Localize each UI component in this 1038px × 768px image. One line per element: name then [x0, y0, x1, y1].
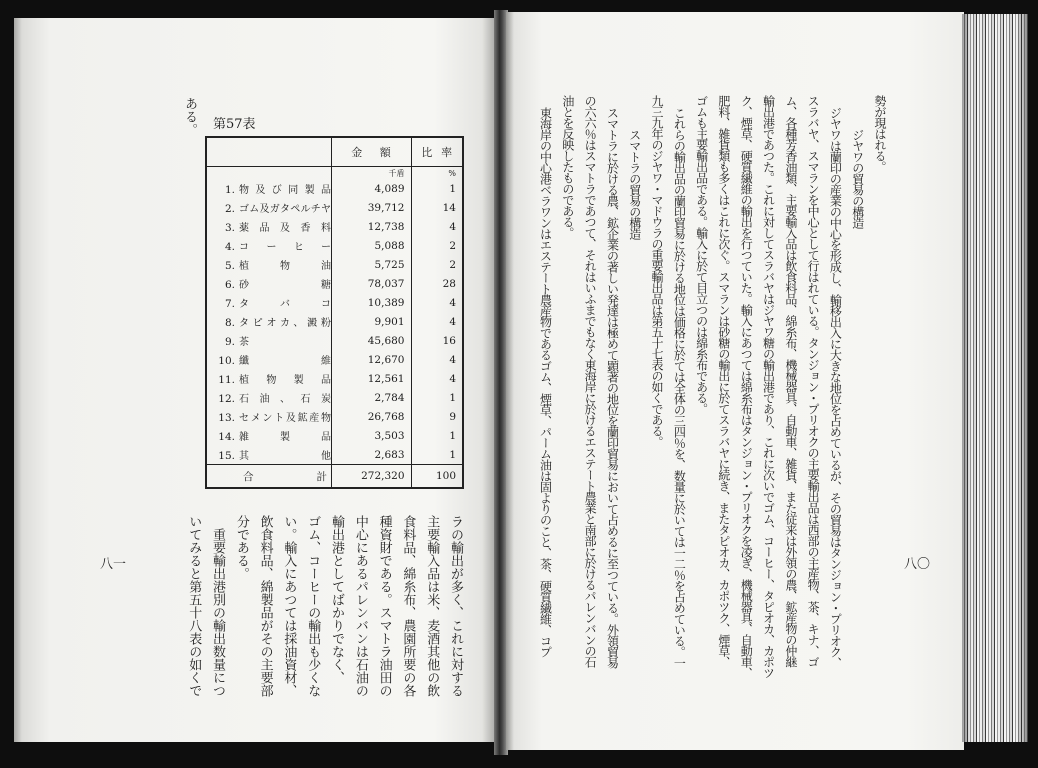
- row-amount: 26,768: [331, 407, 411, 426]
- table-header-row: [206, 137, 463, 167]
- row-number: 6.: [224, 279, 235, 291]
- row-number: 2.: [224, 203, 235, 215]
- row-label: ゴム及ガタペルチヤ: [239, 204, 331, 215]
- text-line: 九三九年のジヤワ・マドウラの重要輸出品は第五十七表の如くである。: [650, 95, 665, 447]
- text-line: 肥料、雑貨類も多くはこれに次ぐ。スマランは砂糖の輸出に於てスラバヤに続き、またタピオカ、カポツク、煙草、: [716, 95, 731, 667]
- text-line: ラの輸出が多く、これに対する: [448, 515, 463, 697]
- table-row: [206, 274, 463, 293]
- text-line: 輸出港としてばかりでなく、: [329, 515, 345, 684]
- total-label-cell: [206, 465, 331, 489]
- text-line: ク、煙草、硬質繊維の輸出を行つていた。輸入にあつては綿糸布はタンジョン・プリオクを凌ぎ、機械器具、自動車、: [739, 95, 754, 678]
- row-amount: 9,901: [331, 312, 411, 331]
- row-label-cell: [206, 274, 331, 293]
- row-amount: 2,784: [331, 388, 411, 407]
- row-number: 14.: [218, 431, 235, 443]
- row-label: 植物油: [239, 261, 331, 272]
- table-row: [206, 217, 463, 236]
- row-amount: 3,503: [331, 426, 411, 445]
- row-amount: 12,670: [331, 350, 411, 369]
- row-ratio: 4: [411, 369, 463, 388]
- row-label: 砂糖: [239, 280, 331, 291]
- row-label-cell: [206, 331, 331, 350]
- text-line: 主要輸入品は米、麦酒其他の飲: [424, 515, 440, 697]
- row-label: セメント及鉱産物: [239, 413, 331, 424]
- row-label-cell: [206, 198, 331, 217]
- row-number: 13.: [218, 412, 235, 424]
- row-label: 雑製品: [239, 432, 331, 443]
- row-ratio: 16: [411, 331, 463, 350]
- row-amount: 39,712: [331, 198, 411, 217]
- unit-blank: [206, 167, 331, 180]
- header-amount: 金額: [331, 137, 411, 167]
- carryover-text: [178, 97, 200, 157]
- row-number: 15.: [218, 450, 235, 462]
- row-ratio: 4: [411, 350, 463, 369]
- table-row: [206, 331, 463, 350]
- page-stack-edges: [962, 14, 1028, 742]
- row-label: タピオカ、澱粉: [239, 318, 331, 329]
- row-number: 5.: [224, 260, 235, 272]
- row-label-cell: [206, 236, 331, 255]
- total-ratio: 100: [411, 465, 463, 489]
- row-ratio: 1: [411, 388, 463, 407]
- table-title: 第57表: [213, 117, 256, 132]
- row-amount: 5,725: [331, 255, 411, 274]
- row-label-cell: [206, 350, 331, 369]
- row-number: 10.: [218, 355, 235, 367]
- table-row: [206, 255, 463, 274]
- text-line: の六六％はスマトラであつて、それはいふまでもなく東海岸に於けるエステート農業と南部に於けるパレンバンの石: [583, 95, 598, 667]
- row-label: 纖維: [239, 356, 331, 367]
- row-label: 茶: [239, 337, 249, 348]
- text-line: 種資財である。スマトラ油田の: [376, 515, 392, 697]
- row-number: 12.: [218, 393, 235, 405]
- row-label: タバコ: [239, 299, 331, 310]
- row-label: 植物製品: [239, 375, 331, 386]
- table-header-blank: [206, 137, 331, 167]
- export-table: [205, 136, 464, 489]
- row-amount: 12,561: [331, 369, 411, 388]
- text-line: 食料品、綿糸布、農園所要の各: [400, 515, 416, 697]
- row-label-cell: [206, 255, 331, 274]
- row-ratio: 4: [411, 312, 463, 331]
- row-amount: 4,089: [331, 179, 411, 198]
- unit-amount: 千盾: [331, 167, 411, 180]
- row-amount: 10,389: [331, 293, 411, 312]
- row-number: 11.: [218, 374, 235, 386]
- row-number: 7.: [224, 298, 235, 310]
- row-label: 薬品及香料: [239, 223, 331, 234]
- row-number: 8.: [224, 317, 235, 329]
- row-label-cell: [206, 217, 331, 236]
- left-page: [14, 18, 496, 742]
- row-amount: 12,738: [331, 217, 411, 236]
- text-line: スマトラに於ける農、鉱企業の著しい発達は極めて顕著の地位を蘭印貿易において占めるに至つている。外領貿易: [605, 107, 620, 668]
- row-label: コーヒー: [239, 242, 331, 253]
- row-amount: 2,683: [331, 445, 411, 465]
- unit-ratio: %: [411, 167, 463, 180]
- row-label-cell: [206, 293, 331, 312]
- table-row: [206, 312, 463, 331]
- row-ratio: 1: [411, 179, 463, 198]
- left-body-text: [181, 515, 467, 715]
- header-ratio: 比率: [411, 137, 463, 167]
- text-line: ム、各種芳香油類、主要輸入品は飲食料品、綿糸布、機械器具、自動車、雑貨、また従来は外領の農、鉱産物の仲継: [783, 95, 798, 667]
- row-ratio: 28: [411, 274, 463, 293]
- row-number: 4.: [224, 241, 235, 253]
- right-page: [506, 12, 964, 750]
- row-amount: 5,088: [331, 236, 411, 255]
- text-line: 輸出港であつた。これに対してスラバヤはジヤワ糖の輸出港であり、これに次いでゴム、コーヒー、タピオカ、カポツ: [761, 95, 776, 678]
- total-label: 合計: [243, 470, 327, 483]
- table-unit-row: [206, 167, 463, 180]
- row-ratio: 1: [411, 445, 463, 465]
- row-amount: 78,037: [331, 274, 411, 293]
- table-row: [206, 426, 463, 445]
- row-label-cell: [206, 312, 331, 331]
- row-label: 物及び同製品: [239, 185, 331, 196]
- table-row: [206, 179, 463, 198]
- right-body-text: [534, 95, 891, 695]
- row-ratio: 2: [411, 255, 463, 274]
- text-line: 飲食料品、綿製品がその主要部: [257, 515, 273, 697]
- table-row: [206, 445, 463, 465]
- row-ratio: 9: [411, 407, 463, 426]
- text-line: 重要輸出港別の輸出数量につ: [210, 528, 226, 697]
- text-line: い。輸入にあつては採油資材、: [281, 515, 297, 697]
- row-number: 3.: [224, 222, 235, 234]
- table-row: [206, 198, 463, 217]
- row-label-cell: [206, 388, 331, 407]
- row-label: 其他: [239, 451, 331, 462]
- row-label-cell: [206, 426, 331, 445]
- table-row: [206, 369, 463, 388]
- text-line: 油とを反映したものである。: [560, 95, 575, 238]
- row-ratio: 14: [411, 198, 463, 217]
- row-label-cell: [206, 445, 331, 465]
- text-line: 分である。: [233, 515, 249, 580]
- row-number: 1.: [224, 184, 235, 196]
- page-number: 八〇: [904, 557, 931, 572]
- text-line: これらの輸出品の蘭印貿易に於ける地位は価格に於ては全体の三四％を、数量に於いては一二％を占めている。一: [672, 107, 687, 668]
- row-ratio: 1: [411, 426, 463, 445]
- text-line: いてみると第五十八表の如くで: [186, 515, 202, 697]
- row-label-cell: [206, 179, 331, 198]
- section-heading: ジヤワの貿易の構造: [850, 129, 865, 228]
- row-ratio: 2: [411, 236, 463, 255]
- text-line: ゴムも主要輸出品である。輸入に於て目立つのは綿糸布である。: [694, 95, 709, 414]
- text-line: ジヤワは蘭印の産業の中心を形成し、輸移出入に大きな地位を占めているが、その貿易はタンジョン・プリオク、: [828, 107, 843, 668]
- row-number: 9.: [224, 336, 235, 348]
- text-line: 中心にあるパレンバンは石油の: [352, 515, 368, 697]
- row-ratio: 4: [411, 217, 463, 236]
- text-line: ゴム、コーヒーの輸出も少くな: [305, 515, 321, 697]
- row-label-cell: [206, 407, 331, 426]
- text-line: スラバヤ、スマランを中心として行はれている。タンジョン・プリオクの主要輸出品は西部の主産物、茶、キナ、ゴ: [806, 95, 821, 667]
- text-line: 勢が現はれる。: [873, 95, 887, 172]
- text-line: 東海岸の中心港ベラワンはエステート農産物であるゴム、煙草、パーム油は固よりのこと、茶、硬質繊維、コプ: [538, 107, 553, 657]
- row-label-cell: [206, 369, 331, 388]
- table-row: [206, 388, 463, 407]
- table-row: [206, 293, 463, 312]
- table-row: [206, 236, 463, 255]
- table-row: [206, 407, 463, 426]
- text-line: ある。: [182, 97, 197, 136]
- row-ratio: 4: [411, 293, 463, 312]
- total-amount: 272,320: [331, 465, 411, 489]
- page-number: 八一: [100, 557, 127, 572]
- row-label: 石油、石炭: [239, 394, 331, 405]
- section-heading: スマトラの貿易の構造: [627, 129, 642, 239]
- table-row: [206, 350, 463, 369]
- table-total-row: [206, 465, 463, 489]
- row-amount: 45,680: [331, 331, 411, 350]
